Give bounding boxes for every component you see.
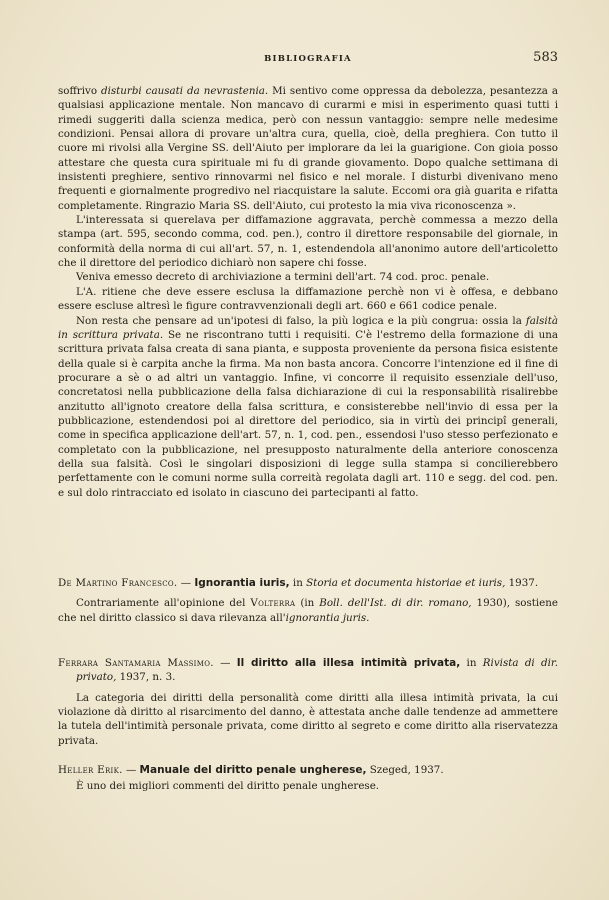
paragraph-4: L'A. ritiene che deve essere esclusa la diffamazione perchè non vi è offesa, e debbano essere escluse altresì le figure contravvenzionali degli art. 660 e 661 codice penale. (58, 285, 558, 313)
entry-heading: Heller Erik. — Manuale del diritto penale ungherese, Szeged, 1937. (58, 764, 444, 776)
paragraph-3: Veniva emesso decreto di archiviazione a termini dell'art. 74 cod. proc. penale. (76, 271, 490, 284)
running-title: BIBLIOGRAFIA (264, 54, 352, 64)
entry-title: Manuale del diritto penale ungherese, (139, 764, 367, 776)
entry-heading: Ferrara Santamaria Massimo. — Il diritto alla illesa intimità privata, in Rivista di dir. privato, 1937, n. 3. (58, 657, 558, 684)
italic-phrase: disturbi causati da nevrastenia. (100, 85, 269, 97)
bibliography-entry (58, 576, 558, 625)
page-header (58, 48, 558, 68)
entry-title: Ignorantia iuris, (194, 577, 290, 589)
entry-author: Heller Erik. (58, 764, 123, 776)
paragraph-5: Non resta che pensare ad un'ipotesi di falso, la più logica e la più congrua: ossia la falsità in scrittura privata. Se ne riscontrano tutti i requisiti. C'è l'estremo della formazione di una scrittura privata falsa creata di sana pianta, e supposta proveniente da persona fisica esistente della quale si è carpita anche la firma. Ma non basta ancora. Concorre l'intenzione ed il fine di procurare a sè o ad altri un vantaggio. Infine, vi concorre il requisito essenziale dell'uso, concretatosi nella pubblicazione della falsa dichiarazione di cui la responsabilità risalirebbe anzitutto all'ignoto creatore della falsa scrittura, e consisterebbe nell'invio di essa per la pubblicazione, estendendosi poi al direttore del periodico, sia in virtù dei principî generali, come in specifica applicazione dell'art. 57, n. 1, cod. pen., essendosi l'uso stesso perfezionato e completato con la pubblicazione, nel presupposto naturalmente della anteriore conoscenza della sua falsità. Così le singolari disposizioni di legge sulla stampa si concilierebbero perfettamente con le comuni norme sulla correità regolata dagli art. 110 e segg. del cod. pen. e sul dolo rintracciato ed isolato in ciascuno dei partecipanti al fatto. (58, 314, 558, 499)
entry-description: Contrariamente all'opinione del Volterra (in Boll. dell'Ist. di dir. romano, 1930), sostiene che nel diritto classico si dava rilevanza all'ignorantia juris. (58, 597, 558, 624)
entry-author: Ferrara Santamaria Massimo. (58, 657, 214, 669)
entry-description: La categoria dei diritti della personalità come diritti alla illesa intimità privata, la cui violazione dà diritto al risarcimento del danno, è attestata anche dalle tendenze ad ammettere la tutela dell'intimità personale privata, come diritto al segreto e come diritto alla riservatezza privata. (58, 691, 558, 747)
paragraph-1: soffrivo disturbi causati da nevrastenia. Mi sentivo come oppressa da debolezza, pesantezza a qualsiasi applicazione mentale. Non mancavo di curarmi e misi in esperimento quasi tutti i rimedi suggeriti dalla scienza medica, però con nessun vantaggio: sempre nelle medesime condizioni. Pensai allora di provare un'altra cura, quella, cioè, della preghiera. Con tutto il cuore mi rivolsi alla Vergine SS. dell'Aiuto per implorare da lei la guarigione. Con gioia posso attestare che questa cura spirituale mi fu di grande giovamento. Dopo qualche settimana di insistenti preghiere, sentivo rinnovarmi nel fisico e nel morale. I disturbi divenivano meno frequenti e giornalmente progredivo nel riacquistare la salute. Eccomi ora già guarita e rifatta completamente. Ringrazio Maria SS. dell'Aiuto, cui protesto la mia viva riconoscenza ». (58, 85, 558, 212)
entry-author: De Martino Francesco. (58, 577, 178, 589)
entry-title: Il diritto alla illesa intimità privata, (236, 657, 461, 669)
paragraph-2: L'interessata si querelava per diffamazione aggravata, perchè commessa a mezzo della stampa (art. 595, secondo comma, cod. pen.), contro il direttore responsabile del giornale, in conformità della norma di cui all'art. 57, n. 1, estendendola all'anonimo autore dell'articoletto che il direttore del periodico dichiarò non sapere chi fosse. (58, 214, 558, 270)
entry-heading: De Martino Francesco. — Ignorantia iuris, in Storia et documenta historiae et iuris, 1937. (58, 577, 539, 589)
entry-source: Storia et documenta historiae et iuris, (306, 577, 506, 589)
entry-description: È uno dei migliori commenti del diritto penale ungherese. (76, 780, 380, 793)
bibliography-entry (58, 763, 558, 794)
italic-phrase: falsità in scrittura privata. (58, 314, 558, 341)
bibliography-entry (58, 656, 558, 748)
body-text (58, 84, 558, 500)
entry-source: Rivista di dir. privato, (76, 657, 558, 684)
page-number: 583 (533, 50, 558, 65)
